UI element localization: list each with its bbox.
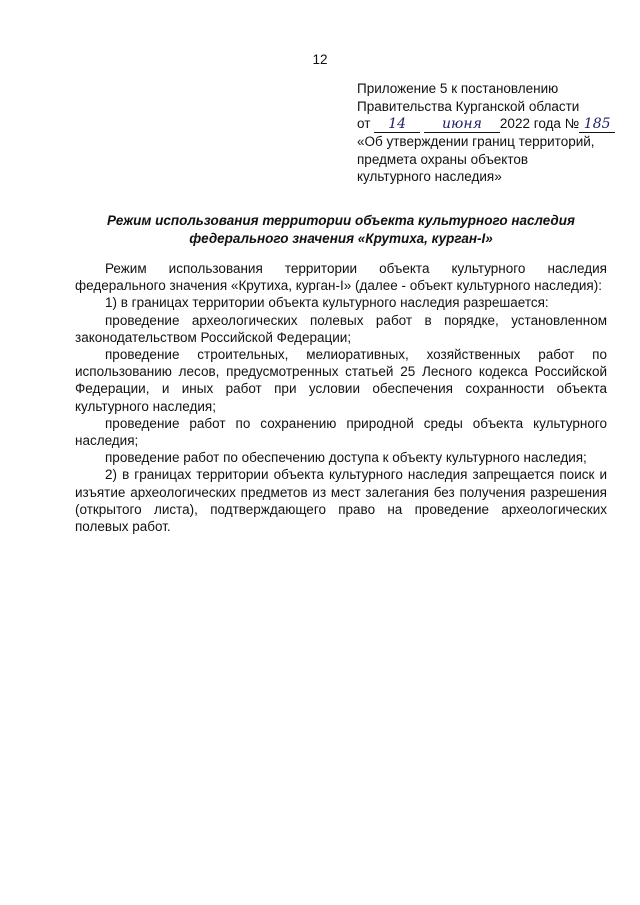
appendix-line-6: культурного наследия» — [357, 169, 502, 184]
paragraph: проведение работ по сохранению природной среды объекта культурного наследия; — [75, 415, 607, 449]
paragraph: проведение строительных, мелиоративных, хозяйственных работ по использованию лесов, предусмотренных статьей 25 Лесного кодекса Российской Федерации, и иных работ при условии обеспечения сохранности объекта культурного наследия; — [75, 347, 607, 414]
handwritten-day: 14 — [374, 117, 420, 133]
appendix-line-2: Правительства Курганской области — [357, 98, 580, 114]
appendix-line-5: предмета охраны объектов — [357, 151, 529, 167]
appendix-line-3 — [357, 115, 627, 133]
title-line-2: федерального значения «Крутиха, курган-I» — [189, 230, 493, 246]
appendix-header — [357, 80, 627, 186]
paragraph: 2) в границах территории объекта культурного наследия запрещается поиск и изъятие археологических предметов из мест залегания без получения разрешения (открытого листа), подтверждающего право на проведение археологических полевых работ. — [75, 467, 607, 535]
paragraph: Режим использования территории объекта культурного наследия федерального значения «Крутиха, курган-I» (далее - объект культурного наследия): — [75, 261, 607, 294]
handwritten-number: 185 — [579, 117, 615, 133]
page-number: 12 — [312, 52, 328, 67]
paragraph: 1) в границах территории объекта культурного наследия разрешается: — [105, 295, 549, 311]
paragraph: проведение археологических полевых работ в порядке, установленном законодательством Российской Федерации; — [75, 312, 607, 345]
appendix-line-4: «Об утверждении границ территорий, — [357, 134, 595, 149]
document-body — [75, 260, 607, 535]
appendix-line-1: Приложение 5 к постановлению — [357, 81, 559, 96]
paragraph: проведение работ по обеспечению доступа к объекту культурного наследия; — [105, 450, 587, 466]
appendix-date-middle: 2022 года № — [499, 116, 580, 131]
handwritten-month: июня — [424, 117, 500, 133]
appendix-date-prefix: от — [357, 116, 375, 131]
document-title — [75, 212, 607, 247]
title-line-1: Режим использования территории объекта культурного наследия — [107, 213, 575, 228]
